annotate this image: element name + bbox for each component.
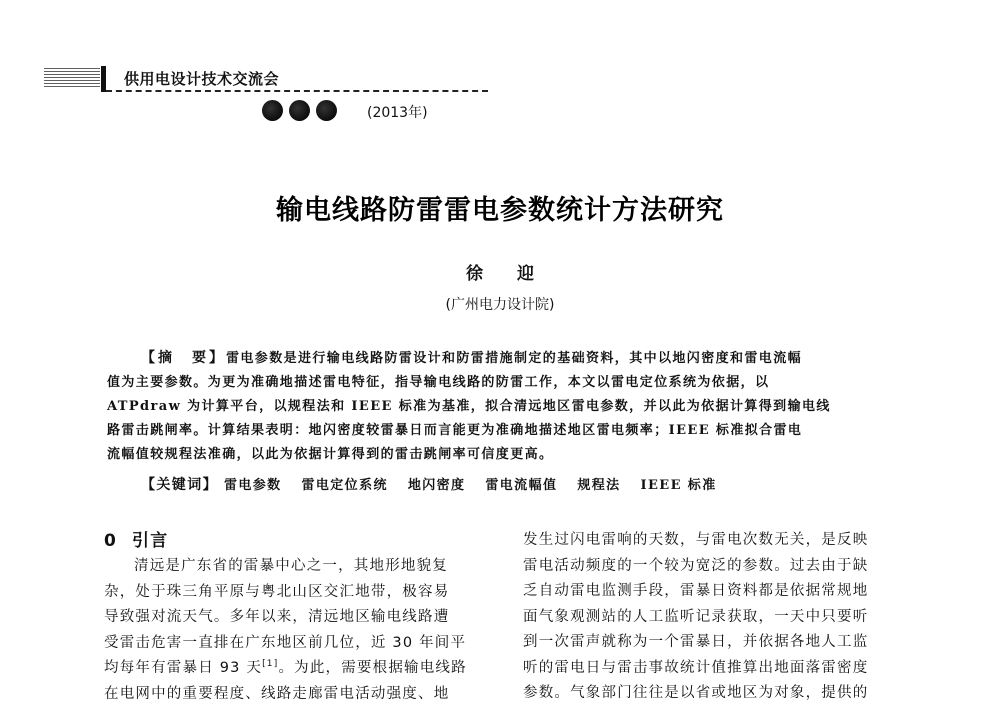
abstract-line: 路雷击跳闸率。计算结果表明：地闪密度较雷暴日而言能更为准确地描述地区雷电频率；IEEE 标准拟合雷电	[107, 423, 803, 438]
header-dashed-divider	[106, 90, 488, 92]
keyword: 地闪密度	[407, 478, 466, 493]
abstract-line: 流幅值较规程法准确，以此为依据计算得到的雷击跳闸率可信度更高。	[107, 447, 554, 462]
decorative-dots	[262, 100, 337, 121]
paper-title: 输电线路防雷雷电参数统计方法研究	[276, 195, 724, 226]
section-number: 0	[104, 531, 118, 551]
body-text: 。为此，需要根据输电线路	[278, 660, 467, 676]
body-line: 在电网中的重要程度、线路走廊雷电活动强度、地	[104, 685, 450, 702]
keyword: 雷电流幅值	[485, 478, 558, 493]
body-line: 受雷击危害一直排在广东地区前几位，近 30 年间平	[104, 634, 467, 651]
abstract-line: ATPdraw 为计算平台，以规程法和 IEEE 标准为基准，拟合清远地区雷电参数，并以此为依据计算得到输电线	[107, 399, 831, 414]
citation-ref[interactable]: [1]	[262, 659, 279, 670]
circle-icon	[262, 100, 283, 121]
body-text: 均每年有雷暴日 93 天	[104, 660, 263, 676]
keyword: IEEE 标准	[640, 478, 717, 493]
keywords-label: 【关键词】	[141, 477, 218, 493]
abstract-text: 雷电参数是进行输电线路防雷设计和防雷措施制定的基础资料，其中以地闪密度和雷电流幅	[226, 351, 803, 366]
running-header	[44, 66, 464, 126]
body-line: 导致强对流天气。多年以来，清远地区输电线路遭	[104, 609, 450, 625]
body-line: 杂，处于珠三角平原与粤北山区交汇地带，极容易	[104, 583, 450, 600]
abstract-line: 值为主要参数。为更为准确地描述雷电特征，指导输电线路的防雷工作，本文以雷电定位系统为依据，以	[107, 375, 770, 390]
conference-year: (2013年)	[367, 105, 428, 121]
hatch-logo-icon	[44, 68, 100, 88]
body-line	[104, 656, 504, 682]
body-line: 清远是广东省的雷暴中心之一，其地形地貌复	[134, 558, 448, 574]
abstract-label: 【摘 要】	[141, 350, 226, 366]
body-line: 雷电活动频度的一个较为宽泛的参数。过去由于缺	[523, 557, 869, 574]
abstract	[107, 346, 917, 467]
conference-name: 供用电设计技术交流会	[124, 70, 280, 88]
keyword: 雷电参数	[223, 478, 282, 493]
body-line: 乏自动雷电监测手段，雷暴日资料都是依据常规地	[523, 583, 869, 599]
body-column-left	[104, 528, 504, 707]
section-title: 引言	[132, 531, 169, 551]
body-line: 到一次雷声就称为一个雷暴日，并依据各地人工监	[523, 634, 869, 650]
keywords	[107, 474, 917, 494]
body-line: 听的雷电日与雷击事故统计值推算出地面落雷密度	[523, 659, 869, 676]
keyword: 规程法	[577, 478, 621, 493]
circle-icon	[316, 100, 337, 121]
section-heading	[104, 528, 504, 554]
body-column-right	[523, 528, 923, 707]
circle-icon	[289, 100, 310, 121]
body-line: 面气象观测站的人工监听记录获取，一天中只要听	[523, 608, 869, 625]
keyword: 雷电定位系统	[301, 478, 388, 493]
header-bar-divider	[101, 66, 106, 92]
body-line: 参数。气象部门往往是以省或地区为对象，提供的	[523, 685, 869, 701]
body-line: 发生过闪电雷响的天数，与雷电次数无关，是反映	[523, 532, 869, 548]
paper-affiliation: (广州电力设计院)	[445, 297, 555, 313]
abstract-line	[107, 346, 917, 371]
paper-author: 徐 迎	[466, 264, 548, 284]
